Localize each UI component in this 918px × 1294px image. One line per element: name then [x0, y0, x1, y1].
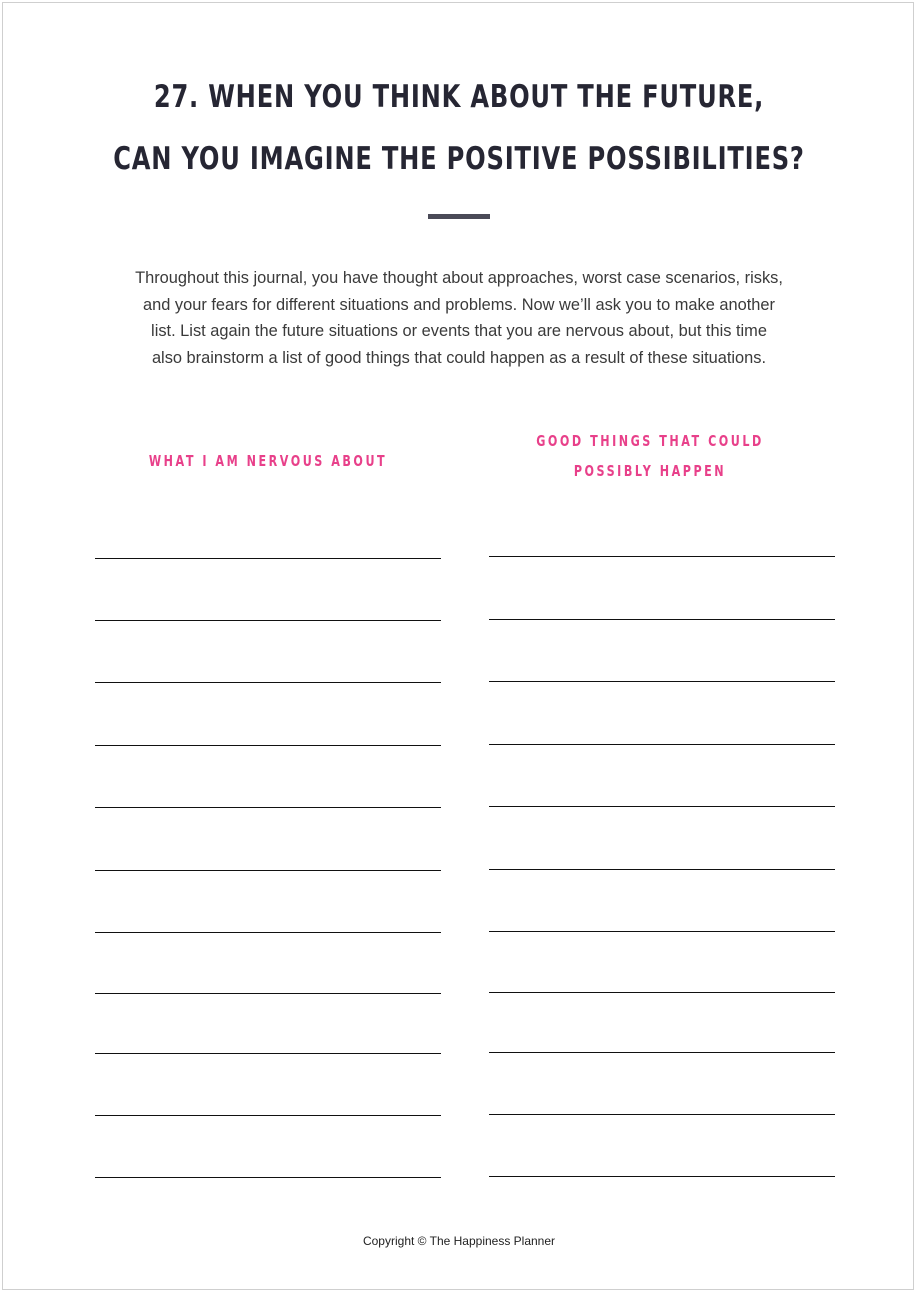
copyright-footer: Copyright © The Happiness Planner	[362, 1234, 556, 1248]
column-heading-good-things	[506, 426, 794, 486]
writing-line[interactable]	[489, 992, 835, 993]
column-heading-line: POSSIBLY HAPPEN	[573, 462, 727, 480]
intro-line-3: list. List again the future situations or events that you are nervous about, but this time	[151, 322, 767, 340]
writing-line[interactable]	[489, 931, 835, 932]
writing-line[interactable]	[95, 993, 441, 994]
writing-line[interactable]	[489, 869, 835, 870]
writing-line[interactable]	[95, 870, 441, 871]
column-heading-nervous	[124, 446, 412, 476]
intro-paragraph	[95, 265, 823, 371]
writing-line[interactable]	[489, 806, 835, 807]
intro-line-4: also brainstorm a list of good things that could happen as a result of these situations.	[151, 348, 767, 367]
writing-line[interactable]	[489, 1176, 835, 1177]
writing-line[interactable]	[489, 681, 835, 682]
writing-line[interactable]	[489, 1114, 835, 1115]
journal-page	[2, 2, 914, 1290]
intro-line-1: Throughout this journal, you have thought about approaches, worst case scenarios, risks,	[135, 269, 783, 287]
writing-line[interactable]	[95, 620, 441, 621]
writing-line[interactable]	[489, 744, 835, 745]
title-line-1: 27. WHEN YOU THINK ABOUT THE FUTURE,	[153, 79, 765, 115]
intro-line-2: and your fears for different situations and problems. Now we’ll ask you to make another	[143, 295, 775, 314]
column-heading-line: GOOD THINGS THAT COULD	[536, 432, 764, 450]
writing-line[interactable]	[95, 807, 441, 808]
writing-line[interactable]	[489, 619, 835, 620]
writing-line[interactable]	[489, 1052, 835, 1053]
column-heading-line: WHAT I AM NERVOUS ABOUT	[148, 452, 388, 470]
writing-line[interactable]	[95, 558, 441, 559]
writing-line[interactable]	[95, 1177, 441, 1178]
writing-line[interactable]	[95, 745, 441, 746]
writing-line[interactable]	[95, 682, 441, 683]
writing-line[interactable]	[95, 1053, 441, 1054]
title-line-2: CAN YOU IMAGINE THE POSITIVE POSSIBILITIES?	[113, 141, 805, 177]
writing-line[interactable]	[95, 1115, 441, 1116]
title-divider	[428, 214, 490, 219]
writing-line[interactable]	[95, 932, 441, 933]
page-title	[101, 66, 817, 190]
writing-line[interactable]	[489, 556, 835, 557]
